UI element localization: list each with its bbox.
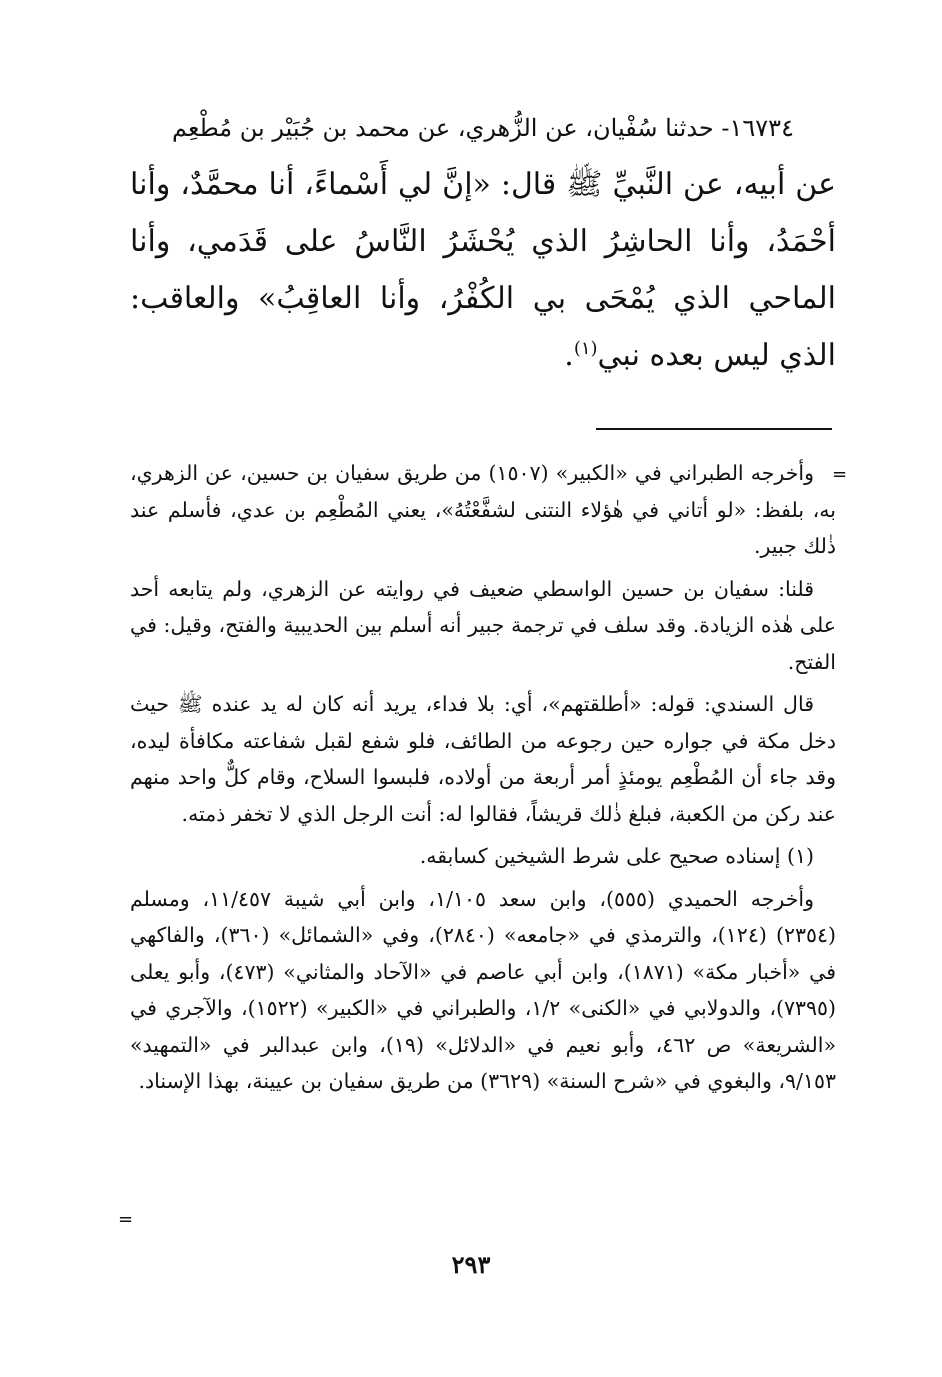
hadith-text [130, 106, 836, 384]
footnote-separator [596, 428, 832, 430]
footnote-paragraph: (١) إسناده صحيح على شرط الشيخين كسابقه. [419, 844, 814, 868]
continuation-marker-top: = [832, 464, 848, 485]
continuation-marker-bottom: = [118, 1209, 134, 1230]
footnote-paragraph: وأخرجه الطبراني في «الكبير» (١٥٠٧) من طريق سفيان بن حسين، عن الزهري، به، بلفظ: «لو أتاني في هٰؤلاء النتنى لشفَّعْتُهُ»، يعني المُطْعِم بن عدي، فأسلم عند ذٰلك جبير. [130, 461, 836, 558]
hadith-first-line: ١٦٧٣٤- حدثنا سُفْيان، عن الزُّهري، عن محمد بن جُبَيْر بن مُطْعِم [172, 114, 794, 142]
hadith-body: عن أبيه، عن النَّبيِّ ﷺ قال: «إنَّ لي أَسْماءً، أنا محمَّدٌ، وأنا أحْمَدُ، وأنا الحاشِرُ الذي يُحْشَرُ النَّاسُ على قَدَمي، وأنا الماحي الذي يُمْحَى بي الكُفْرُ، وأنا العاقِبُ» والعاقب: الذي ليس بعده نبي [130, 167, 836, 373]
footnote-reference: (١) [573, 338, 598, 359]
footnote-paragraph: قال السندي: قوله: «أطلقتهم»، أي: بلا فداء، يريد أنه كان له يد عنده ﷺ حيث دخل مكة في جواره حين رجوعه من الطائف، فلو شفع لقبل شفاعته مكافأة ليده، وقد جاء أن المُطْعِم يومئذٍ أمر أربعة من أولاده، فلبسوا السلاح، وقام كلٌّ واحد منهم عند ركن من الكعبة، فبلغ ذٰلك قريشاً، فقالوا له: أنت الرجل الذي لا تخفر ذمته. [130, 692, 836, 826]
footnotes-section [130, 455, 836, 1106]
footnote-paragraph: قلنا: سفيان بن حسين الواسطي ضعيف في روايته عن الزهري، ولم يتابعه أحد على هٰذه الزيادة. وقد سلف في ترجمة جبير أنه أسلم بين الحديبية والفتح، وقيل: في الفتح. [130, 576, 836, 674]
hadith-end-mark: . [564, 338, 574, 373]
footnote-paragraph: وأخرجه الحميدي (٥٥٥)، وابن سعد ١/١٠٥، وابن أبي شيبة ١١/٤٥٧، ومسلم (٢٣٥٤) (١٢٤)، والترمذي في «جامعه» (٢٨٤٠)، وفي «الشمائل» (٣٦٠)، والفاكهي في «أخبار مكة» (١٨٧١)، وابن أبي عاصم في «الآحاد والمثاني» (٤٧٣)، وأبو يعلى (٧٣٩٥)، والدولابي في «الكنى» ١/٢، والطبراني في «الكبير» (١٥٢٢)، والآجري في «الشريعة» ص ٤٦٢، وأبو نعيم في «الدلائل» (١٩)، وابن عبدالبر في «التمهيد» ٩/١٥٣، والبغوي في «شرح السنة» (٣٦٢٩) من طريق سفيان بن عيينة، بهذا الإسناد. [130, 886, 837, 1093]
page-number: ٢٩٣ [451, 1250, 491, 1279]
